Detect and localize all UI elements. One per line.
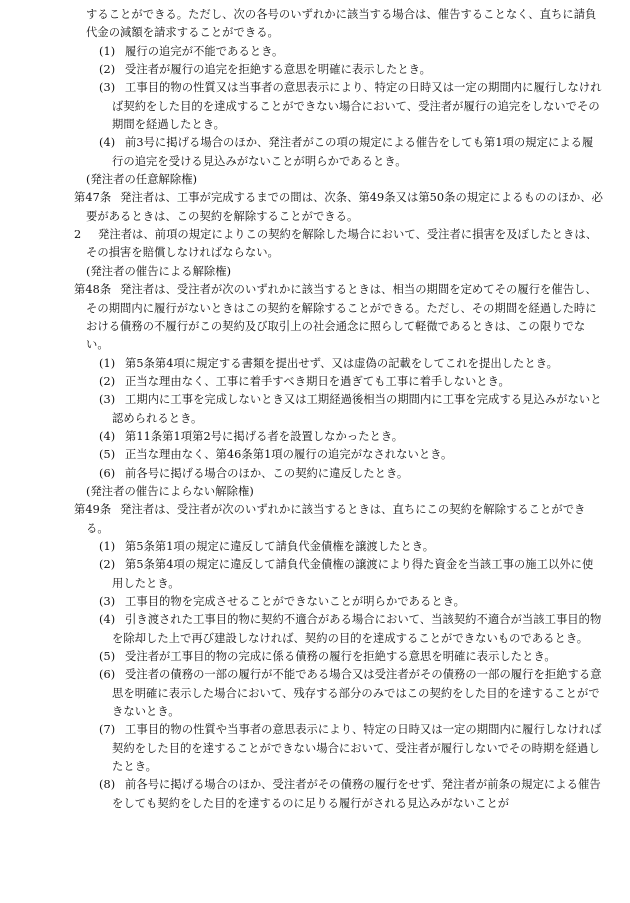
list-item [87,538,604,556]
list-item [87,465,604,483]
item-text: 引き渡された工事目的物に契約不適合がある場合において、当該契約不適合が当該工事目的物を除却した上で再び建設しなければ、契約の目的を達成することができないものであるとき。 [112,613,602,645]
article-text: 発注者は、工事が完成するまでの間は、次条、第49条又は第50条の規定によるもののほか、必要があるときは、この契約を解除することができる。 [86,191,604,223]
item-text: 工期内に工事を完成しないとき又は工期経過後相当の期間内に工事を完成する見込みがないと認められるとき。 [112,393,602,425]
item-number: (8) [99,778,116,792]
item-text: 正当な理由なく、第46条第1項の履行の追完がなされないとき。 [125,448,453,462]
article-number: 第49条 [74,503,112,517]
item-number: (4) [99,136,116,150]
section-heading: (発注者の催告によらない解除権) [86,484,254,498]
item-number: (3) [99,81,116,95]
article-text: 発注者は、受注者が次のいずれかに該当するときは、相当の期間を定めてその履行を催告し、その期間内に履行がないときはこの契約を解除することができる。ただし、その期間を経過した時における債務の不履行がこの契約及び取引上の社会通念に照らして軽微であるときは、この限りでない。 [86,283,597,352]
item-text: 受注者の債務の一部の履行が不能である場合又は受注者がその債務の一部の履行を拒絶する意思を明確に表示した場合において、残存する部分のみではこの契約をした目的を達することができないとき。 [112,668,602,719]
item-text: 第5条第4項に規定する書類を提出せず、又は虚偽の記載をしてこれを提出したとき。 [125,356,558,370]
item-number: (6) [99,668,116,682]
item-text: 正当な理由なく、工事に着手すべき期日を過ぎても工事に着手しないとき。 [125,374,510,388]
item-number: (3) [99,595,116,608]
item-text: 工事目的物の性質や当事者の意思表示により、特定の日時又は一定の期間内に履行しなければ契約をした目的を達することができない場合において、受注者が履行しないでその時期を経過したとき。 [112,723,602,774]
item-text: 工事目的物を完成させることができないことが明らかであるとき。 [125,595,465,608]
item-number: (5) [99,448,116,462]
list-item [87,134,604,171]
section-heading: (発注者の任意解除権) [86,173,198,187]
list-item [87,79,604,134]
section-heading: (発注者の催告による解除権) [86,264,232,278]
list-item [87,428,604,446]
article-48 [74,281,604,354]
list-item [87,446,604,464]
item-text: 受注者が工事目的物の完成に係る債務の履行を拒絶する意思を明確に表示したとき。 [125,650,556,664]
article-49 [74,501,604,538]
sub-paragraph [74,226,604,263]
item-number: (5) [99,650,116,664]
article-number: 第47条 [74,191,112,205]
item-text: 第5条第4項の規定に違反して請負代金債権の譲渡により得た資金を当該工事の施工以外に使用したとき。 [112,558,594,590]
item-number: (4) [99,429,116,443]
list-item [87,355,604,373]
list-item [87,556,604,593]
list-item [87,61,604,79]
item-text: 受注者が履行の追完を拒絶する意思を明確に表示したとき。 [125,63,431,77]
subparagraph-number: 2 [74,228,82,242]
subparagraph-text: 発注者は、前項の規定によりこの契約を解除した場合において、受注者に損害を及ぼしたときは、その損害を賠償しなければならない。 [86,228,598,260]
list-item [87,611,604,648]
list-item [87,721,604,776]
item-number: (4) [99,613,116,627]
item-number: (1) [99,44,116,58]
list-item [87,666,604,721]
item-number: (2) [99,63,116,77]
paragraph-continuation: することができる。ただし、次の各号のいずれかに該当する場合は、催告することなく、直ちに請負代金の減額を請求することができる。 [86,8,597,40]
item-number: (7) [99,723,116,737]
list-item [87,648,604,666]
item-number: (1) [99,356,116,370]
article-number: 第48条 [74,283,112,297]
list-item [87,593,604,611]
list-item [87,391,604,428]
item-text: 第11条第1項第2号に掲げる者を設置しなかったとき。 [125,429,404,443]
article-text: 発注者は、受注者が次のいずれかに該当するときは、直ちにこの契約を解除することができる。 [86,503,586,535]
list-item [87,373,604,391]
item-number: (3) [99,393,116,407]
item-text: 前各号に掲げる場合のほか、この契約に違反したとき。 [125,466,409,480]
item-text: 前3号に掲げる場合のほか、発注者がこの項の規定による催告をしても第1項の規定による履行の追完を受ける見込みがないことが明らかであるとき。 [112,136,594,168]
article-47 [74,189,604,226]
item-number: (2) [99,558,116,572]
list-item [87,43,604,61]
item-number: (1) [99,539,116,553]
list-item [87,776,604,813]
item-number: (6) [99,466,116,480]
item-text: 第5条第1項の規定に違反して請負代金債権を譲渡したとき。 [125,539,435,553]
item-number: (2) [99,374,116,388]
item-text: 工事目的物の性質又は当事者の意思表示により、特定の日時又は一定の期間内に履行しなければ契約をした目的を達成することができない場合において、受注者が履行の追完をしないでその期間を経過したとき。 [112,81,602,132]
item-text: 前各号に掲げる場合のほか、受注者がその債務の履行をせず、発注者が前条の規定による催告をしても契約をした目的を達するのに足りる履行がされる見込みがないことが [112,778,601,810]
item-text: 履行の追完が不能であるとき。 [125,44,284,58]
